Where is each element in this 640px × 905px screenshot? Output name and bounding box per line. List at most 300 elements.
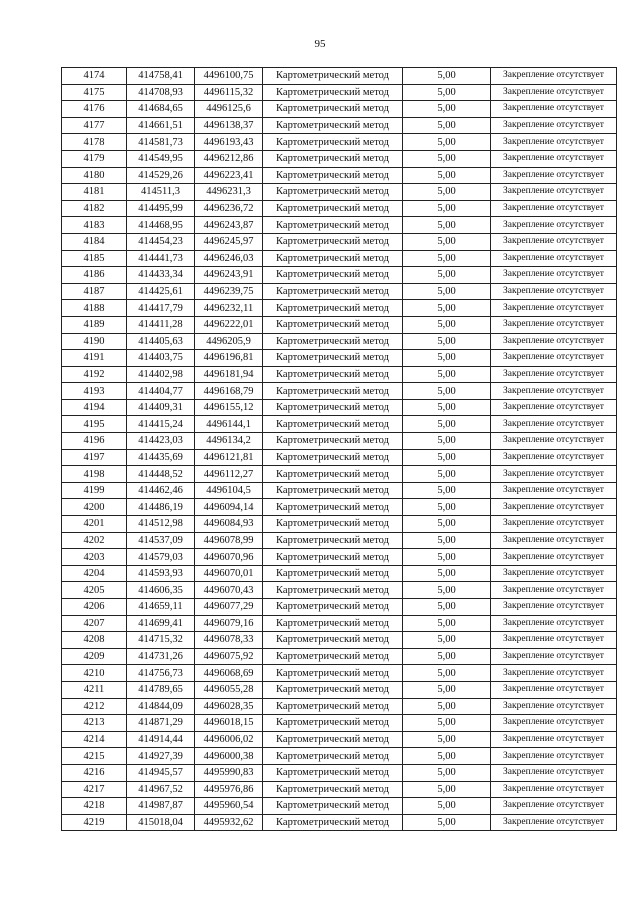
point-number-cell: 4174 (62, 68, 127, 85)
y-coordinate-cell: 4495932,62 (195, 814, 263, 831)
y-coordinate-cell: 4495960,54 (195, 798, 263, 815)
point-number-cell: 4199 (62, 482, 127, 499)
point-number-cell: 4194 (62, 399, 127, 416)
table-row (62, 466, 617, 483)
y-coordinate-cell: 4496070,96 (195, 549, 263, 566)
y-coordinate-cell: 4496121,81 (195, 449, 263, 466)
method-cell: Картометрический метод (263, 416, 403, 433)
x-coordinate-cell: 414606,35 (127, 582, 195, 599)
table-row (62, 549, 617, 566)
table-row (62, 167, 617, 184)
x-coordinate-cell: 414423,03 (127, 433, 195, 450)
accuracy-cell: 5,00 (403, 383, 491, 400)
x-coordinate-cell: 414661,51 (127, 117, 195, 134)
table-row (62, 267, 617, 284)
y-coordinate-cell: 4496212,86 (195, 150, 263, 167)
x-coordinate-cell: 414409,31 (127, 399, 195, 416)
x-coordinate-cell: 414425,61 (127, 283, 195, 300)
point-number-cell: 4206 (62, 599, 127, 616)
point-number-cell: 4198 (62, 466, 127, 483)
accuracy-cell: 5,00 (403, 681, 491, 698)
y-coordinate-cell: 4496079,16 (195, 615, 263, 632)
y-coordinate-cell: 4496070,01 (195, 565, 263, 582)
table-row (62, 134, 617, 151)
accuracy-cell: 5,00 (403, 798, 491, 815)
point-number-cell: 4214 (62, 731, 127, 748)
y-coordinate-cell: 4496239,75 (195, 283, 263, 300)
accuracy-cell: 5,00 (403, 200, 491, 217)
table-row (62, 416, 617, 433)
point-number-cell: 4178 (62, 134, 127, 151)
fixation-cell: Закрепление отсутствует (491, 648, 617, 665)
x-coordinate-cell: 414756,73 (127, 665, 195, 682)
x-coordinate-cell: 414529,26 (127, 167, 195, 184)
y-coordinate-cell: 4496125,6 (195, 101, 263, 118)
method-cell: Картометрический метод (263, 316, 403, 333)
method-cell: Картометрический метод (263, 499, 403, 516)
point-number-cell: 4200 (62, 499, 127, 516)
point-number-cell: 4191 (62, 350, 127, 367)
table-row (62, 449, 617, 466)
x-coordinate-cell: 414435,69 (127, 449, 195, 466)
accuracy-cell: 5,00 (403, 250, 491, 267)
table-row (62, 84, 617, 101)
fixation-cell: Закрепление отсутствует (491, 134, 617, 151)
y-coordinate-cell: 4496115,32 (195, 84, 263, 101)
table-row (62, 532, 617, 549)
fixation-cell: Закрепление отсутствует (491, 798, 617, 815)
method-cell: Картометрический метод (263, 632, 403, 649)
method-cell: Картометрический метод (263, 283, 403, 300)
point-number-cell: 4180 (62, 167, 127, 184)
table-row (62, 748, 617, 765)
table-row (62, 764, 617, 781)
fixation-cell: Закрепление отсутствует (491, 350, 617, 367)
table-row (62, 648, 617, 665)
point-number-cell: 4177 (62, 117, 127, 134)
table-row (62, 399, 617, 416)
accuracy-cell: 5,00 (403, 366, 491, 383)
point-number-cell: 4186 (62, 267, 127, 284)
method-cell: Картометрический метод (263, 433, 403, 450)
y-coordinate-cell: 4496236,72 (195, 200, 263, 217)
accuracy-cell: 5,00 (403, 167, 491, 184)
point-number-cell: 4196 (62, 433, 127, 450)
method-cell: Картометрический метод (263, 615, 403, 632)
x-coordinate-cell: 414699,41 (127, 615, 195, 632)
method-cell: Картометрический метод (263, 665, 403, 682)
method-cell: Картометрический метод (263, 549, 403, 566)
y-coordinate-cell: 4496075,92 (195, 648, 263, 665)
x-coordinate-cell: 414441,73 (127, 250, 195, 267)
x-coordinate-cell: 414454,23 (127, 233, 195, 250)
accuracy-cell: 5,00 (403, 300, 491, 317)
table-row (62, 665, 617, 682)
accuracy-cell: 5,00 (403, 532, 491, 549)
x-coordinate-cell: 414462,46 (127, 482, 195, 499)
accuracy-cell: 5,00 (403, 416, 491, 433)
table-row (62, 233, 617, 250)
accuracy-cell: 5,00 (403, 433, 491, 450)
method-cell: Картометрический метод (263, 167, 403, 184)
y-coordinate-cell: 4496006,02 (195, 731, 263, 748)
fixation-cell: Закрепление отсутствует (491, 449, 617, 466)
fixation-cell: Закрепление отсутствует (491, 167, 617, 184)
point-number-cell: 4182 (62, 200, 127, 217)
fixation-cell: Закрепление отсутствует (491, 267, 617, 284)
accuracy-cell: 5,00 (403, 549, 491, 566)
accuracy-cell: 5,00 (403, 399, 491, 416)
fixation-cell: Закрепление отсутствует (491, 366, 617, 383)
x-coordinate-cell: 414549,95 (127, 150, 195, 167)
x-coordinate-cell: 414967,52 (127, 781, 195, 798)
method-cell: Картометрический метод (263, 200, 403, 217)
accuracy-cell: 5,00 (403, 565, 491, 582)
point-number-cell: 4202 (62, 532, 127, 549)
method-cell: Картометрический метод (263, 449, 403, 466)
x-coordinate-cell: 414495,99 (127, 200, 195, 217)
table-row (62, 150, 617, 167)
accuracy-cell: 5,00 (403, 499, 491, 516)
y-coordinate-cell: 4496104,5 (195, 482, 263, 499)
accuracy-cell: 5,00 (403, 466, 491, 483)
y-coordinate-cell: 4496205,9 (195, 333, 263, 350)
accuracy-cell: 5,00 (403, 781, 491, 798)
table-row (62, 814, 617, 831)
method-cell: Картометрический метод (263, 582, 403, 599)
method-cell: Картометрический метод (263, 599, 403, 616)
accuracy-cell: 5,00 (403, 665, 491, 682)
page-number: 95 (314, 38, 326, 50)
y-coordinate-cell: 4496222,01 (195, 316, 263, 333)
method-cell: Картометрический метод (263, 300, 403, 317)
fixation-cell: Закрепление отсутствует (491, 233, 617, 250)
table-row (62, 516, 617, 533)
fixation-cell: Закрепление отсутствует (491, 316, 617, 333)
method-cell: Картометрический метод (263, 184, 403, 201)
fixation-cell: Закрепление отсутствует (491, 84, 617, 101)
x-coordinate-cell: 414731,26 (127, 648, 195, 665)
y-coordinate-cell: 4496243,87 (195, 217, 263, 234)
x-coordinate-cell: 414511,3 (127, 184, 195, 201)
fixation-cell: Закрепление отсутствует (491, 217, 617, 234)
point-number-cell: 4192 (62, 366, 127, 383)
accuracy-cell: 5,00 (403, 715, 491, 732)
x-coordinate-cell: 414403,75 (127, 350, 195, 367)
table-row (62, 731, 617, 748)
point-number-cell: 4179 (62, 150, 127, 167)
fixation-cell: Закрепление отсутствует (491, 482, 617, 499)
method-cell: Картометрический метод (263, 333, 403, 350)
y-coordinate-cell: 4496181,94 (195, 366, 263, 383)
accuracy-cell: 5,00 (403, 101, 491, 118)
fixation-cell: Закрепление отсутствует (491, 283, 617, 300)
point-number-cell: 4176 (62, 101, 127, 118)
method-cell: Картометрический метод (263, 516, 403, 533)
y-coordinate-cell: 4495990,83 (195, 764, 263, 781)
fixation-cell: Закрепление отсутствует (491, 549, 617, 566)
accuracy-cell: 5,00 (403, 516, 491, 533)
point-number-cell: 4205 (62, 582, 127, 599)
x-coordinate-cell: 414512,98 (127, 516, 195, 533)
y-coordinate-cell: 4496078,99 (195, 532, 263, 549)
method-cell: Картометрический метод (263, 267, 403, 284)
fixation-cell: Закрепление отсутствует (491, 532, 617, 549)
coordinates-table-body (62, 68, 617, 831)
x-coordinate-cell: 414537,09 (127, 532, 195, 549)
point-number-cell: 4208 (62, 632, 127, 649)
y-coordinate-cell: 4495976,86 (195, 781, 263, 798)
x-coordinate-cell: 414844,09 (127, 698, 195, 715)
point-number-cell: 4175 (62, 84, 127, 101)
table-row (62, 482, 617, 499)
accuracy-cell: 5,00 (403, 698, 491, 715)
accuracy-cell: 5,00 (403, 350, 491, 367)
table-row (62, 283, 617, 300)
point-number-cell: 4197 (62, 449, 127, 466)
x-coordinate-cell: 414914,44 (127, 731, 195, 748)
accuracy-cell: 5,00 (403, 150, 491, 167)
fixation-cell: Закрепление отсутствует (491, 68, 617, 85)
x-coordinate-cell: 414758,41 (127, 68, 195, 85)
point-number-cell: 4193 (62, 383, 127, 400)
x-coordinate-cell: 414789,65 (127, 681, 195, 698)
table-row (62, 565, 617, 582)
y-coordinate-cell: 4496068,69 (195, 665, 263, 682)
point-number-cell: 4215 (62, 748, 127, 765)
accuracy-cell: 5,00 (403, 615, 491, 632)
method-cell: Картометрический метод (263, 399, 403, 416)
x-coordinate-cell: 414927,39 (127, 748, 195, 765)
x-coordinate-cell: 414433,34 (127, 267, 195, 284)
x-coordinate-cell: 414417,79 (127, 300, 195, 317)
table-row (62, 582, 617, 599)
fixation-cell: Закрепление отсутствует (491, 632, 617, 649)
fixation-cell: Закрепление отсутствует (491, 399, 617, 416)
fixation-cell: Закрепление отсутствует (491, 300, 617, 317)
table-row (62, 333, 617, 350)
table-row (62, 383, 617, 400)
fixation-cell: Закрепление отсутствует (491, 416, 617, 433)
accuracy-cell: 5,00 (403, 134, 491, 151)
accuracy-cell: 5,00 (403, 582, 491, 599)
y-coordinate-cell: 4496193,43 (195, 134, 263, 151)
point-number-cell: 4183 (62, 217, 127, 234)
fixation-cell: Закрепление отсутствует (491, 150, 617, 167)
x-coordinate-cell: 414579,03 (127, 549, 195, 566)
method-cell: Картометрический метод (263, 383, 403, 400)
y-coordinate-cell: 4496138,37 (195, 117, 263, 134)
point-number-cell: 4201 (62, 516, 127, 533)
y-coordinate-cell: 4496168,79 (195, 383, 263, 400)
x-coordinate-cell: 414486,19 (127, 499, 195, 516)
table-row (62, 715, 617, 732)
table-row (62, 366, 617, 383)
method-cell: Картометрический метод (263, 748, 403, 765)
x-coordinate-cell: 414415,24 (127, 416, 195, 433)
point-number-cell: 4217 (62, 781, 127, 798)
point-number-cell: 4212 (62, 698, 127, 715)
point-number-cell: 4195 (62, 416, 127, 433)
accuracy-cell: 5,00 (403, 632, 491, 649)
y-coordinate-cell: 4496055,28 (195, 681, 263, 698)
method-cell: Картометрический метод (263, 466, 403, 483)
x-coordinate-cell: 414871,29 (127, 715, 195, 732)
method-cell: Картометрический метод (263, 532, 403, 549)
x-coordinate-cell: 414468,95 (127, 217, 195, 234)
method-cell: Картометрический метод (263, 814, 403, 831)
table-row (62, 681, 617, 698)
x-coordinate-cell: 415018,04 (127, 814, 195, 831)
fixation-cell: Закрепление отсутствует (491, 466, 617, 483)
method-cell: Картометрический метод (263, 250, 403, 267)
accuracy-cell: 5,00 (403, 117, 491, 134)
method-cell: Картометрический метод (263, 764, 403, 781)
y-coordinate-cell: 4496018,15 (195, 715, 263, 732)
accuracy-cell: 5,00 (403, 233, 491, 250)
point-number-cell: 4207 (62, 615, 127, 632)
fixation-cell: Закрепление отсутствует (491, 748, 617, 765)
method-cell: Картометрический метод (263, 68, 403, 85)
table-row (62, 300, 617, 317)
method-cell: Картометрический метод (263, 731, 403, 748)
method-cell: Картометрический метод (263, 715, 403, 732)
fixation-cell: Закрепление отсутствует (491, 117, 617, 134)
accuracy-cell: 5,00 (403, 748, 491, 765)
x-coordinate-cell: 414708,93 (127, 84, 195, 101)
x-coordinate-cell: 414684,65 (127, 101, 195, 118)
fixation-cell: Закрепление отсутствует (491, 715, 617, 732)
table-row (62, 200, 617, 217)
fixation-cell: Закрепление отсутствует (491, 781, 617, 798)
accuracy-cell: 5,00 (403, 316, 491, 333)
table-row (62, 499, 617, 516)
method-cell: Картометрический метод (263, 134, 403, 151)
x-coordinate-cell: 414404,77 (127, 383, 195, 400)
y-coordinate-cell: 4496028,35 (195, 698, 263, 715)
method-cell: Картометрический метод (263, 482, 403, 499)
method-cell: Картометрический метод (263, 565, 403, 582)
accuracy-cell: 5,00 (403, 449, 491, 466)
x-coordinate-cell: 414411,28 (127, 316, 195, 333)
fixation-cell: Закрепление отсутствует (491, 101, 617, 118)
method-cell: Картометрический метод (263, 217, 403, 234)
y-coordinate-cell: 4496094,14 (195, 499, 263, 516)
coordinates-table (61, 67, 617, 831)
table-row (62, 798, 617, 815)
accuracy-cell: 5,00 (403, 217, 491, 234)
fixation-cell: Закрепление отсутствует (491, 250, 617, 267)
x-coordinate-cell: 414402,98 (127, 366, 195, 383)
method-cell: Картометрический метод (263, 681, 403, 698)
point-number-cell: 4216 (62, 764, 127, 781)
accuracy-cell: 5,00 (403, 68, 491, 85)
method-cell: Картометрический метод (263, 350, 403, 367)
y-coordinate-cell: 4496000,38 (195, 748, 263, 765)
y-coordinate-cell: 4496232,11 (195, 300, 263, 317)
point-number-cell: 4209 (62, 648, 127, 665)
point-number-cell: 4211 (62, 681, 127, 698)
fixation-cell: Закрепление отсутствует (491, 681, 617, 698)
table-row (62, 698, 617, 715)
x-coordinate-cell: 414715,32 (127, 632, 195, 649)
x-coordinate-cell: 414987,87 (127, 798, 195, 815)
fixation-cell: Закрепление отсутствует (491, 814, 617, 831)
table-row (62, 615, 617, 632)
fixation-cell: Закрепление отсутствует (491, 731, 617, 748)
y-coordinate-cell: 4496245,97 (195, 233, 263, 250)
fixation-cell: Закрепление отсутствует (491, 615, 617, 632)
y-coordinate-cell: 4496112,27 (195, 466, 263, 483)
accuracy-cell: 5,00 (403, 731, 491, 748)
fixation-cell: Закрепление отсутствует (491, 582, 617, 599)
table-row (62, 316, 617, 333)
accuracy-cell: 5,00 (403, 599, 491, 616)
fixation-cell: Закрепление отсутствует (491, 433, 617, 450)
table-row (62, 632, 617, 649)
fixation-cell: Закрепление отсутствует (491, 764, 617, 781)
point-number-cell: 4187 (62, 283, 127, 300)
accuracy-cell: 5,00 (403, 814, 491, 831)
fixation-cell: Закрепление отсутствует (491, 599, 617, 616)
accuracy-cell: 5,00 (403, 764, 491, 781)
accuracy-cell: 5,00 (403, 482, 491, 499)
point-number-cell: 4190 (62, 333, 127, 350)
method-cell: Картометрический метод (263, 648, 403, 665)
x-coordinate-cell: 414405,63 (127, 333, 195, 350)
x-coordinate-cell: 414945,57 (127, 764, 195, 781)
y-coordinate-cell: 4496155,12 (195, 399, 263, 416)
fixation-cell: Закрепление отсутствует (491, 333, 617, 350)
table-row (62, 184, 617, 201)
method-cell: Картометрический метод (263, 150, 403, 167)
table-row (62, 350, 617, 367)
fixation-cell: Закрепление отсутствует (491, 499, 617, 516)
fixation-cell: Закрепление отсутствует (491, 383, 617, 400)
y-coordinate-cell: 4496070,43 (195, 582, 263, 599)
table-row (62, 68, 617, 85)
fixation-cell: Закрепление отсутствует (491, 516, 617, 533)
y-coordinate-cell: 4496078,33 (195, 632, 263, 649)
method-cell: Картометрический метод (263, 84, 403, 101)
table-row (62, 433, 617, 450)
x-coordinate-cell: 414659,11 (127, 599, 195, 616)
accuracy-cell: 5,00 (403, 267, 491, 284)
y-coordinate-cell: 4496077,29 (195, 599, 263, 616)
y-coordinate-cell: 4496246,03 (195, 250, 263, 267)
y-coordinate-cell: 4496223,41 (195, 167, 263, 184)
point-number-cell: 4185 (62, 250, 127, 267)
method-cell: Картометрический метод (263, 798, 403, 815)
method-cell: Картометрический метод (263, 366, 403, 383)
table-row (62, 217, 617, 234)
y-coordinate-cell: 4496134,2 (195, 433, 263, 450)
fixation-cell: Закрепление отсутствует (491, 698, 617, 715)
point-number-cell: 4210 (62, 665, 127, 682)
table-row (62, 599, 617, 616)
y-coordinate-cell: 4496100,75 (195, 68, 263, 85)
table-row (62, 781, 617, 798)
accuracy-cell: 5,00 (403, 333, 491, 350)
method-cell: Картометрический метод (263, 781, 403, 798)
fixation-cell: Закрепление отсутствует (491, 665, 617, 682)
fixation-cell: Закрепление отсутствует (491, 565, 617, 582)
y-coordinate-cell: 4496231,3 (195, 184, 263, 201)
point-number-cell: 4188 (62, 300, 127, 317)
table-row (62, 101, 617, 118)
y-coordinate-cell: 4496243,91 (195, 267, 263, 284)
point-number-cell: 4204 (62, 565, 127, 582)
